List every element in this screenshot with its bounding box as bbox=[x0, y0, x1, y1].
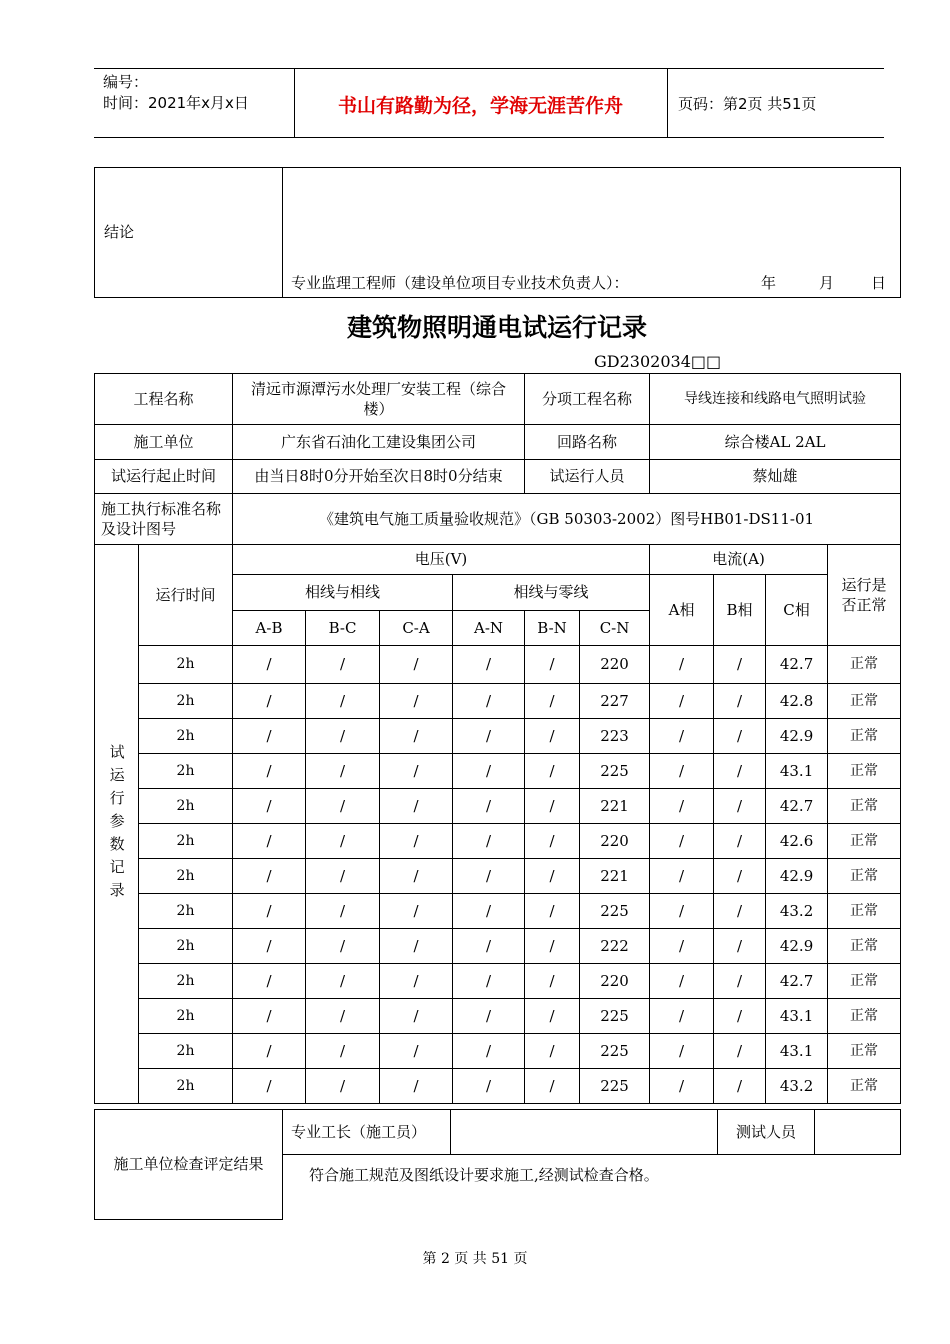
conclusion-label: 结论 bbox=[95, 168, 283, 298]
value-cell: / bbox=[525, 894, 580, 929]
staff-value: 蔡灿雄 bbox=[650, 460, 901, 494]
voltage-col-header: C-N bbox=[580, 611, 650, 646]
value-cell: / bbox=[380, 789, 453, 824]
run-time-cell: 2h bbox=[139, 1069, 233, 1104]
value-cell: 42.9 bbox=[766, 859, 828, 894]
standard-value: 《建筑电气施工质量验收规范》（GB 50303-2002）图号HB01-DS11-01 bbox=[233, 494, 901, 545]
header-divider bbox=[667, 69, 668, 137]
value-cell: / bbox=[714, 684, 766, 719]
foreman-value[interactable] bbox=[451, 1110, 718, 1155]
table-row bbox=[95, 999, 901, 1034]
value-cell: / bbox=[380, 754, 453, 789]
result-text: 符合施工规范及图纸设计要求施工,经测试检查合格。 bbox=[283, 1155, 901, 1220]
table-row bbox=[95, 894, 901, 929]
current-col-header: A相 bbox=[650, 575, 714, 646]
table-row bbox=[95, 646, 901, 684]
value-cell: / bbox=[714, 929, 766, 964]
status-cell: 正常 bbox=[828, 754, 901, 789]
value-cell: / bbox=[525, 1069, 580, 1104]
status-cell: 正常 bbox=[828, 824, 901, 859]
period-value: 由当日8时0分开始至次日8时0分结束 bbox=[233, 460, 525, 494]
run-time-cell: 2h bbox=[139, 789, 233, 824]
value-cell: / bbox=[453, 754, 525, 789]
status-cell: 正常 bbox=[828, 894, 901, 929]
value-cell: / bbox=[714, 824, 766, 859]
table-row bbox=[95, 824, 901, 859]
tester-label: 测试人员 bbox=[718, 1110, 815, 1155]
run-time-cell: 2h bbox=[139, 824, 233, 859]
value-cell: / bbox=[233, 929, 306, 964]
value-cell: / bbox=[525, 1034, 580, 1069]
header-page-label: 页码：第2页 共51页 bbox=[678, 95, 817, 113]
value-cell: / bbox=[650, 684, 714, 719]
value-cell: 222 bbox=[580, 929, 650, 964]
voltage-col-header: B-C bbox=[306, 611, 380, 646]
unit-value: 广东省石油化工建设集团公司 bbox=[233, 425, 525, 460]
value-cell: / bbox=[380, 894, 453, 929]
value-cell: / bbox=[453, 999, 525, 1034]
value-cell: / bbox=[714, 999, 766, 1034]
value-cell: / bbox=[233, 684, 306, 719]
status-cell: 正常 bbox=[828, 1034, 901, 1069]
value-cell: / bbox=[525, 999, 580, 1034]
value-cell: / bbox=[306, 999, 380, 1034]
value-cell: 43.2 bbox=[766, 1069, 828, 1104]
project-value: 清远市源潭污水处理厂安装工程（综合楼） bbox=[233, 374, 525, 425]
value-cell: / bbox=[233, 894, 306, 929]
value-cell: / bbox=[306, 1034, 380, 1069]
current-col-header: B相 bbox=[714, 575, 766, 646]
value-cell: 42.6 bbox=[766, 824, 828, 859]
value-cell: / bbox=[650, 824, 714, 859]
value-cell: / bbox=[714, 754, 766, 789]
value-cell: / bbox=[380, 999, 453, 1034]
value-cell: / bbox=[453, 789, 525, 824]
signer-label: 专业监理工程师（建设单位项目专业技术负责人）： bbox=[291, 274, 629, 292]
value-cell: 220 bbox=[580, 824, 650, 859]
value-cell: / bbox=[233, 754, 306, 789]
time-header: 运行时间 bbox=[139, 545, 233, 646]
day-label: 日 bbox=[871, 274, 887, 292]
voltage-header: 电压(V) bbox=[233, 545, 650, 575]
value-cell: / bbox=[380, 824, 453, 859]
voltage-col-header: C-A bbox=[380, 611, 453, 646]
value-cell: / bbox=[525, 789, 580, 824]
value-cell: / bbox=[233, 999, 306, 1034]
value-cell: 221 bbox=[580, 859, 650, 894]
record-table bbox=[94, 373, 901, 1104]
value-cell: / bbox=[233, 964, 306, 999]
value-cell: / bbox=[650, 789, 714, 824]
value-cell: 43.1 bbox=[766, 1034, 828, 1069]
unit-label: 施工单位 bbox=[95, 425, 233, 460]
value-cell: / bbox=[453, 894, 525, 929]
value-cell: / bbox=[380, 1069, 453, 1104]
value-cell: / bbox=[525, 824, 580, 859]
run-time-cell: 2h bbox=[139, 646, 233, 684]
value-cell: / bbox=[650, 1034, 714, 1069]
value-cell: 42.8 bbox=[766, 684, 828, 719]
value-cell: / bbox=[714, 1069, 766, 1104]
page-number: 第 2 页 共 51 页 bbox=[422, 1251, 528, 1267]
value-cell: / bbox=[525, 719, 580, 754]
value-cell: / bbox=[380, 964, 453, 999]
voltage-col-header: B-N bbox=[525, 611, 580, 646]
line-line-header: 相线与相线 bbox=[233, 575, 453, 611]
value-cell: 42.7 bbox=[766, 646, 828, 684]
value-cell: / bbox=[306, 964, 380, 999]
table-row bbox=[95, 929, 901, 964]
value-cell: 220 bbox=[580, 964, 650, 999]
value-cell: 225 bbox=[580, 1034, 650, 1069]
value-cell: / bbox=[453, 964, 525, 999]
value-cell: / bbox=[453, 646, 525, 684]
value-cell: 227 bbox=[580, 684, 650, 719]
conclusion-table bbox=[94, 167, 901, 298]
time-label: 时间：2021年x月x日 bbox=[103, 94, 249, 112]
value-cell: / bbox=[714, 1034, 766, 1069]
value-cell: / bbox=[306, 859, 380, 894]
year-label: 年 bbox=[761, 274, 777, 292]
value-cell: / bbox=[233, 824, 306, 859]
value-cell: / bbox=[650, 754, 714, 789]
status-cell: 正常 bbox=[828, 646, 901, 684]
table-row bbox=[95, 754, 901, 789]
value-cell: / bbox=[233, 1069, 306, 1104]
run-time-cell: 2h bbox=[139, 684, 233, 719]
value-cell: 220 bbox=[580, 646, 650, 684]
value-cell: 43.1 bbox=[766, 754, 828, 789]
value-cell: / bbox=[714, 894, 766, 929]
run-time-cell: 2h bbox=[139, 719, 233, 754]
value-cell: / bbox=[525, 646, 580, 684]
value-cell: / bbox=[453, 684, 525, 719]
table-row bbox=[95, 964, 901, 999]
circuit-label: 回路名称 bbox=[525, 425, 650, 460]
run-time-cell: 2h bbox=[139, 894, 233, 929]
table-row bbox=[95, 684, 901, 719]
value-cell: / bbox=[650, 719, 714, 754]
value-cell: 221 bbox=[580, 789, 650, 824]
value-cell: 225 bbox=[580, 894, 650, 929]
table-row bbox=[95, 1069, 901, 1104]
value-cell: 225 bbox=[580, 999, 650, 1034]
value-cell: / bbox=[714, 859, 766, 894]
foreman-label: 专业工长（施工员） bbox=[283, 1110, 451, 1155]
page-header bbox=[94, 68, 884, 138]
value-cell: / bbox=[650, 929, 714, 964]
value-cell: / bbox=[233, 719, 306, 754]
params-side-label-cell bbox=[95, 545, 139, 1104]
table-row bbox=[95, 1034, 901, 1069]
month-label: 月 bbox=[819, 274, 835, 292]
value-cell: / bbox=[453, 1069, 525, 1104]
value-cell: / bbox=[650, 999, 714, 1034]
value-cell: 43.1 bbox=[766, 999, 828, 1034]
value-cell: / bbox=[453, 1034, 525, 1069]
value-cell: / bbox=[453, 929, 525, 964]
line-neutral-header: 相线与零线 bbox=[453, 575, 650, 611]
table-row bbox=[95, 789, 901, 824]
run-time-cell: 2h bbox=[139, 964, 233, 999]
current-col-header: C相 bbox=[766, 575, 828, 646]
staff-label: 试运行人员 bbox=[525, 460, 650, 494]
value-cell: / bbox=[714, 964, 766, 999]
value-cell: / bbox=[380, 684, 453, 719]
value-cell: / bbox=[525, 754, 580, 789]
value-cell: / bbox=[453, 719, 525, 754]
result-table bbox=[94, 1109, 901, 1220]
value-cell: / bbox=[650, 646, 714, 684]
value-cell: / bbox=[380, 859, 453, 894]
value-cell: / bbox=[306, 824, 380, 859]
voltage-col-header: A-N bbox=[453, 611, 525, 646]
value-cell: / bbox=[233, 859, 306, 894]
value-cell: / bbox=[714, 719, 766, 754]
value-cell: / bbox=[714, 789, 766, 824]
standard-label: 施工执行标准名称及设计图号 bbox=[95, 494, 233, 545]
value-cell: 43.2 bbox=[766, 894, 828, 929]
header-left bbox=[103, 72, 249, 114]
conclusion-sign-cell bbox=[283, 168, 901, 298]
value-cell: / bbox=[306, 929, 380, 964]
value-cell: 42.7 bbox=[766, 789, 828, 824]
run-time-cell: 2h bbox=[139, 754, 233, 789]
value-cell: / bbox=[650, 894, 714, 929]
status-cell: 正常 bbox=[828, 929, 901, 964]
value-cell: 225 bbox=[580, 754, 650, 789]
value-cell: / bbox=[380, 646, 453, 684]
run-time-cell: 2h bbox=[139, 929, 233, 964]
value-cell: / bbox=[306, 789, 380, 824]
run-time-cell: 2h bbox=[139, 1034, 233, 1069]
document-number: GD2302034□□ bbox=[594, 352, 722, 371]
status-cell: 正常 bbox=[828, 964, 901, 999]
run-time-cell: 2h bbox=[139, 999, 233, 1034]
project-label: 工程名称 bbox=[95, 374, 233, 425]
value-cell: / bbox=[650, 964, 714, 999]
value-cell: / bbox=[380, 1034, 453, 1069]
value-cell: / bbox=[306, 646, 380, 684]
value-cell: / bbox=[306, 754, 380, 789]
status-cell: 正常 bbox=[828, 1069, 901, 1104]
value-cell: / bbox=[306, 719, 380, 754]
value-cell: / bbox=[306, 894, 380, 929]
value-cell: / bbox=[453, 859, 525, 894]
period-label: 试运行起止时间 bbox=[95, 460, 233, 494]
table-row bbox=[95, 719, 901, 754]
voltage-col-header: A-B bbox=[233, 611, 306, 646]
run-time-cell: 2h bbox=[139, 859, 233, 894]
status-cell: 正常 bbox=[828, 859, 901, 894]
status-cell: 正常 bbox=[828, 684, 901, 719]
status-cell: 正常 bbox=[828, 999, 901, 1034]
header-motto: 书山有路勤为径，学海无涯苦作舟 bbox=[337, 95, 623, 117]
value-cell: / bbox=[525, 684, 580, 719]
value-cell: 42.7 bbox=[766, 964, 828, 999]
circuit-value: 综合楼AL 2AL bbox=[650, 425, 901, 460]
status-cell: 正常 bbox=[828, 789, 901, 824]
value-cell: / bbox=[525, 964, 580, 999]
result-label: 施工单位检查评定结果 bbox=[95, 1110, 283, 1220]
value-cell: 225 bbox=[580, 1069, 650, 1104]
table-row bbox=[95, 859, 901, 894]
number-label: 编号： bbox=[103, 73, 149, 91]
value-cell: 223 bbox=[580, 719, 650, 754]
tester-value[interactable] bbox=[815, 1110, 901, 1155]
value-cell: / bbox=[306, 1069, 380, 1104]
current-header: 电流(A) bbox=[650, 545, 828, 575]
normal-header: 运行是否正常 bbox=[828, 545, 901, 646]
params-side-label: 试运行参数记录 bbox=[107, 743, 126, 905]
value-cell: / bbox=[233, 1034, 306, 1069]
sub-project-label: 分项工程名称 bbox=[525, 374, 650, 425]
sub-project-value: 导线连接和线路电气照明试验 bbox=[650, 374, 901, 425]
value-cell: / bbox=[714, 646, 766, 684]
page-title: 建筑物照明通电试运行记录 bbox=[346, 313, 647, 342]
value-cell: / bbox=[380, 929, 453, 964]
value-cell: / bbox=[380, 719, 453, 754]
status-cell: 正常 bbox=[828, 719, 901, 754]
value-cell: / bbox=[453, 824, 525, 859]
value-cell: / bbox=[650, 859, 714, 894]
value-cell: / bbox=[233, 646, 306, 684]
value-cell: / bbox=[525, 929, 580, 964]
value-cell: / bbox=[650, 1069, 714, 1104]
value-cell: / bbox=[306, 684, 380, 719]
value-cell: 42.9 bbox=[766, 719, 828, 754]
value-cell: 42.9 bbox=[766, 929, 828, 964]
value-cell: / bbox=[525, 859, 580, 894]
value-cell: / bbox=[233, 789, 306, 824]
